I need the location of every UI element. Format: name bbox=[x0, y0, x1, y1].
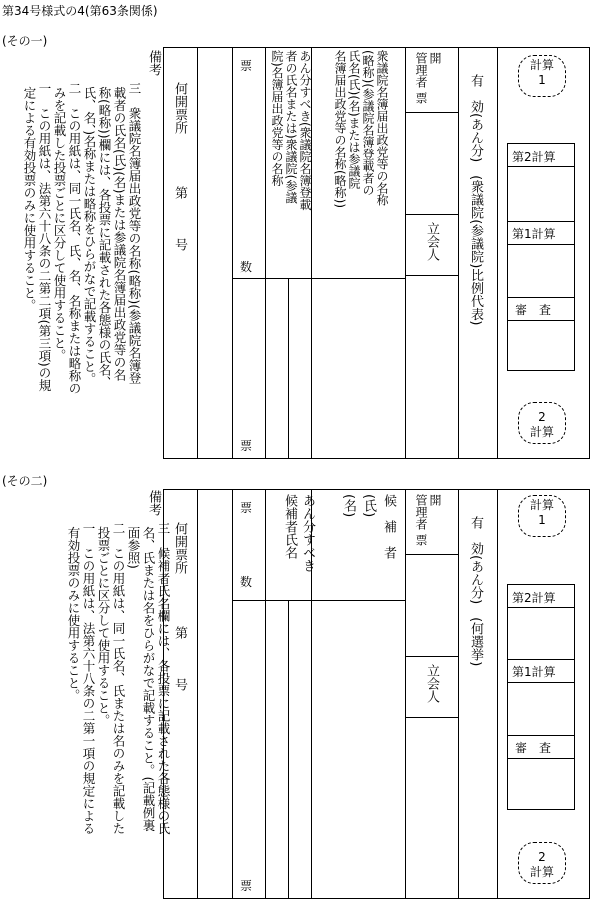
place-label-1: 何開票所 第 号 bbox=[172, 82, 187, 251]
ballot-type-label-1: 有 効(あん分) (衆議院(参議院)比例代表) bbox=[468, 74, 483, 326]
votes-mid-1: 数 bbox=[240, 260, 253, 274]
second-calc-label-1: 第2計算 bbox=[512, 150, 556, 164]
votes-unit-2: 票 bbox=[240, 879, 253, 893]
first-calc-label-2: 第1計算 bbox=[512, 665, 556, 679]
calc-table-2 bbox=[507, 584, 575, 810]
calc2-label-1: 2 計算 bbox=[529, 410, 554, 439]
section-label-1: (その一) bbox=[2, 34, 48, 48]
votes-mid-2: 数 bbox=[240, 575, 253, 589]
apportion-column-header-1: あん分すべき(衆議院名簿登載 者の氏名または)衆議院(参議 院)名簿届出政党等の名称 bbox=[270, 50, 312, 211]
calc-table-1 bbox=[507, 143, 575, 371]
note-1: 三 候補者氏名欄には、各投票に記載された各態様の氏 名、氏または名をひらがなで記載すること。(記載例裏 面参照) bbox=[126, 521, 171, 835]
calc2-label-2: 2 計算 bbox=[529, 850, 554, 879]
calc1-label-1: 計算 1 bbox=[529, 58, 554, 87]
calc1-label-2: 計算 1 bbox=[529, 498, 554, 527]
note-1: 三 衆議院名簿届出政党等の名称(略称)(参議院名簿登 載者の氏名(氏)(名)または参議院名簿届出政党等の名 称(略称))欄には、各投票に記載された各態様の氏名、 氏、名、)名称または略称をひらがなで記載すること。 bbox=[82, 81, 142, 389]
votes-header-1: 票 bbox=[240, 59, 253, 73]
place-label-2: 何開票所 第 号 bbox=[172, 522, 187, 691]
notes-heading-1: 備考 bbox=[146, 50, 161, 76]
notes-heading-2: 備考 bbox=[146, 490, 161, 516]
votes-header-2: 票 bbox=[240, 501, 253, 515]
notes-block-1 bbox=[22, 74, 157, 454]
kanri-label-2: 開 管理者 票 bbox=[414, 494, 442, 546]
review-label-2: 審 査 bbox=[515, 741, 552, 755]
votes-unit-1: 票 bbox=[240, 439, 253, 453]
note-2: 二 この用紙は、同一氏名、氏または名のみを記載した 投票ごとに区分して使用すること。 bbox=[96, 521, 126, 835]
apportion-column-header-2: あん分すべき 候補者氏名 bbox=[282, 494, 315, 572]
form-title: 第34号様式の4(第63条関係) bbox=[2, 4, 158, 18]
note-3: 一 この用紙は、法第六十八条の二第一項の規定による 有効投票のみに使用すること。 bbox=[66, 521, 96, 835]
tachiai-label-2: 立会人 bbox=[424, 664, 439, 703]
note-2: 二 この用紙は、同一氏名、氏、名、名称または略称の みを記載した投票ごとに区分して使用すること。 bbox=[52, 81, 82, 395]
review-label-1: 審 査 bbox=[515, 303, 552, 317]
second-calc-label-2: 第2計算 bbox=[512, 591, 556, 605]
first-calc-label-1: 第1計算 bbox=[512, 227, 556, 241]
ballot-type-label-2: 有 効(あん分) (何選挙) bbox=[468, 516, 483, 667]
tachiai-label-1: 立会人 bbox=[424, 222, 439, 261]
section-label-2: (その二) bbox=[2, 474, 48, 488]
note-3: 一 この用紙は、法第六十八条の二第二項(第三項)の規 定による有効投票のみに使用すること。 bbox=[22, 81, 52, 392]
kanri-label-1: 開 管理者 票 bbox=[414, 52, 442, 104]
candidate-name-header-2: 候 補 者 (氏) (名) bbox=[341, 494, 396, 559]
party-name-header-1: 衆議院名簿届出政党等の名称 (略称)(参議院名簿登載者の 氏名(氏)(名)または参議院 名簿届出政党等の名称(略称)) bbox=[333, 50, 389, 209]
